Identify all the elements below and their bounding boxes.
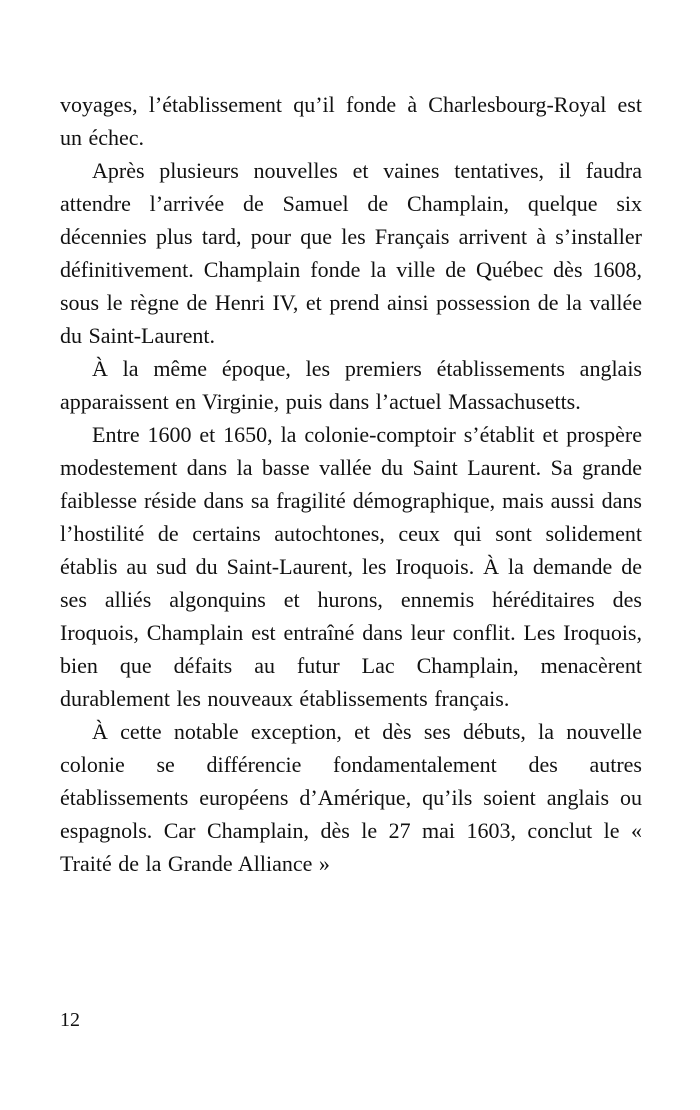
paragraph: Après plusieurs nouvelles et vaines tentatives, il faudra attendre l’arrivée de Samuel de Champlain, quelque six décennies plus tard, pour que les Français arrivent à s’installer définitivement. Champlain fonde la ville de Québec dès 1608, sous le règne de Henri IV, et prend ainsi possession de la vallée du Saint-Laurent.: [60, 158, 642, 348]
page-number: 12: [60, 1009, 80, 1031]
paragraph: Entre 1600 et 1650, la colonie-comptoir s’établit et prospère modestement dans la basse vallée du Saint Laurent. Sa grande faiblesse réside dans sa fragilité démographique, mais aussi dans l’hostilité de certains autochtones, ceux qui sont solidement établis au sud du Saint-Laurent, les Iroquois. À la demande de ses alliés algonquins et hurons, ennemis héréditaires des Iroquois, Champlain est entraîné dans leur conflit. Les Iroquois, bien que défaits au futur Lac Champlain, menacèrent durablement les nouveaux établissements français.: [60, 422, 642, 711]
paragraph: À cette notable exception, et dès ses débuts, la nouvelle colonie se différencie fondamentalement des autres établissements européens d’Amérique, qu’ils soient anglais ou espagnols. Car Champlain, dès le 27 mai 1603, conclut le « Traité de la Grande Alliance »: [60, 719, 642, 876]
paragraph-continuation: voyages, l’établissement qu’il fonde à Charlesbourg-Royal est un échec.: [60, 92, 642, 150]
body-text: [60, 88, 642, 880]
paragraph: À la même époque, les premiers établissements anglais apparaissent en Virginie, puis dans l’actuel Massachusetts.: [60, 356, 642, 414]
